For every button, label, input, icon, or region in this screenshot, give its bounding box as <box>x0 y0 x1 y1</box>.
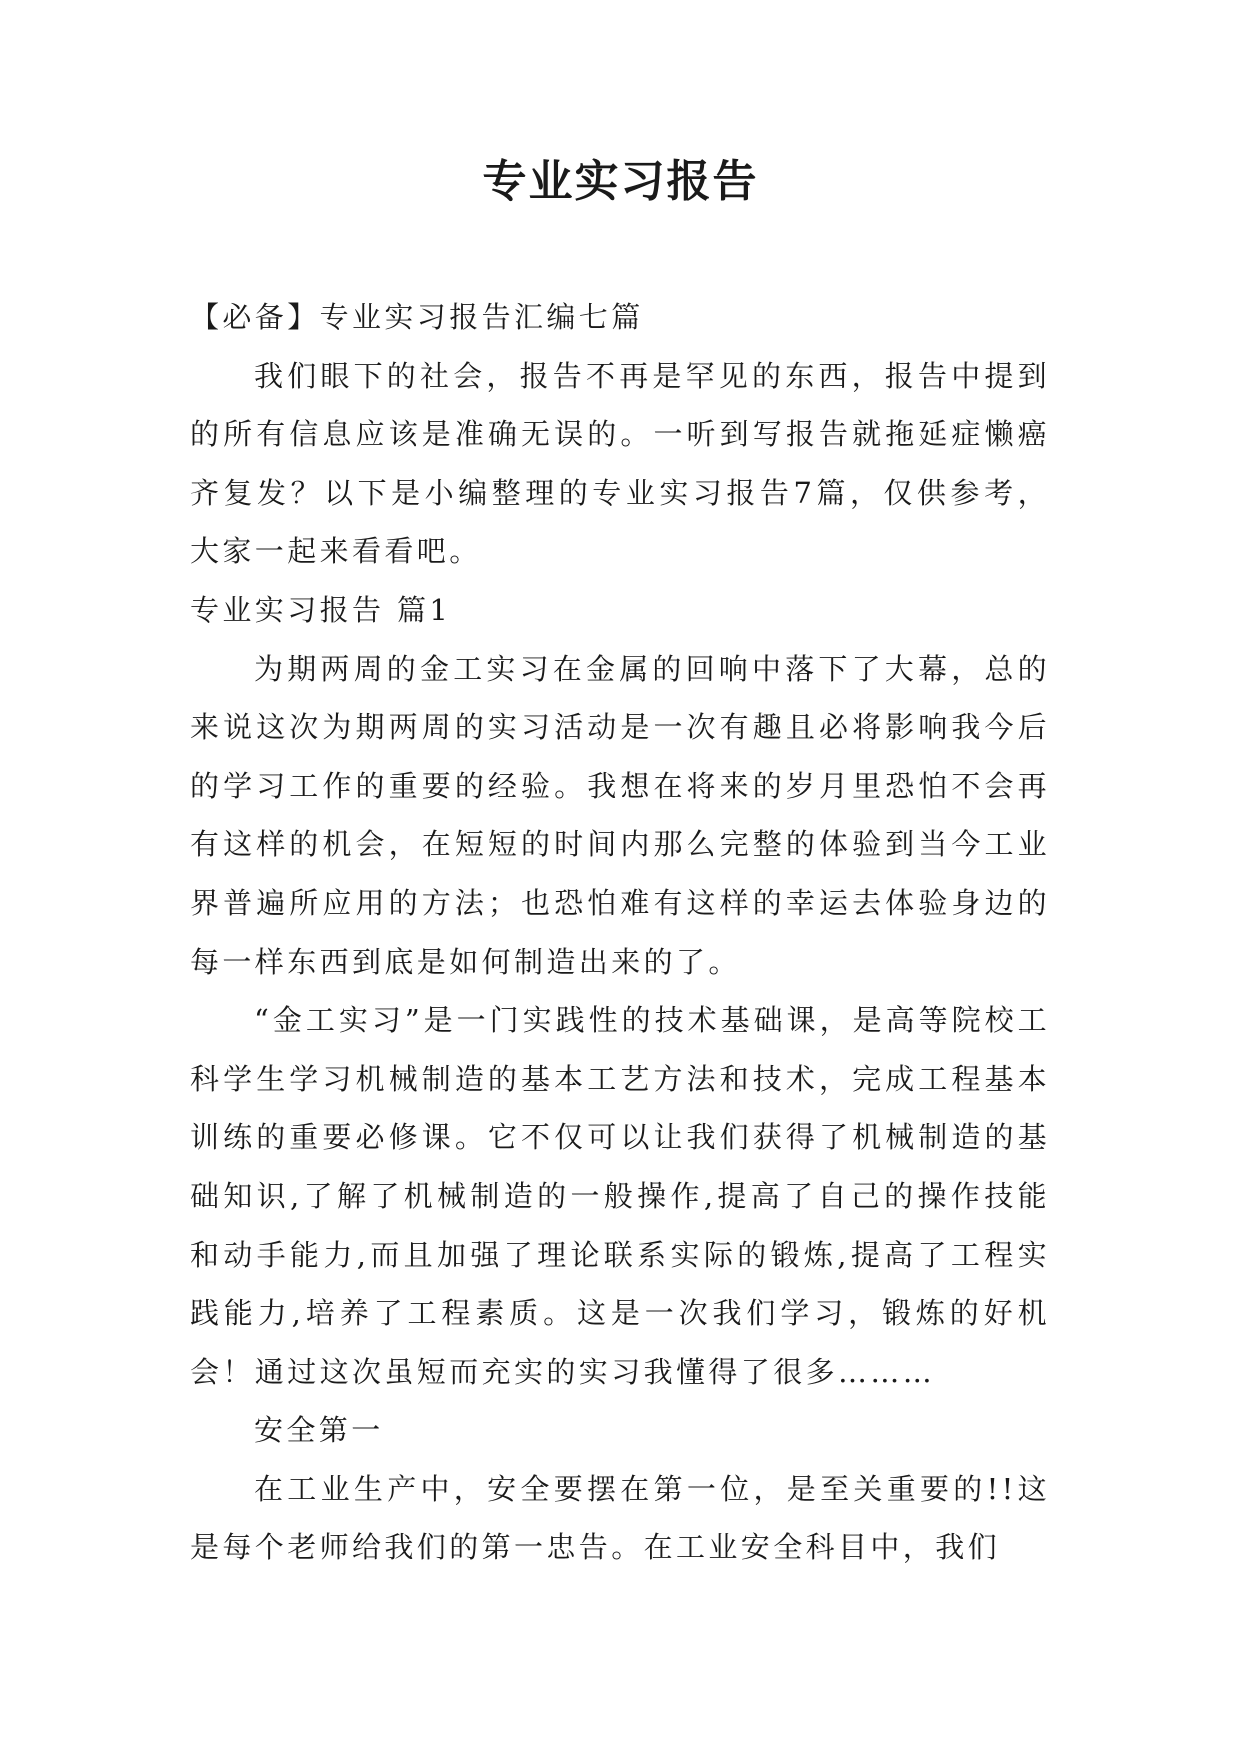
body-paragraph: 在工业生产中，安全要摆在第一位，是至关重要的!!这是每个老师给我们的第一忠告。在工业安全科目中，我们 <box>190 1471 1050 1565</box>
body-paragraph: “金工实习”是一门实践性的技术基础课，是高等院校工科学生学习机械制造的基本工艺方法和技术，完成工程基本训练的重要必修课。它不仅可以让我们获得了机械制造的基础知识,了解了机械制造的一般操作,提高了自己的操作技能和动手能力,而且加强了理论联系实际的锻炼,提高了工程实践能力,培养了工程素质。这是一次我们学习，锻炼的好机会！通过这次虽短而充实的实习我懂得了很多……… <box>190 1003 1050 1389</box>
subsection-heading: 安全第一 <box>254 1413 384 1448</box>
document-body <box>190 288 1050 1577</box>
document-title: 专业实习报告 <box>482 156 759 207</box>
intro-paragraph: 我们眼下的社会，报告不再是罕见的东西，报告中提到的所有信息应该是准确无误的。一听到写报告就拖延症懒癌齐复发？以下是小编整理的专业实习报告7篇，仅供参考，大家一起来看看吧。 <box>190 358 1050 569</box>
body-paragraph: 为期两周的金工实习在金属的回响中落下了大幕，总的来说这次为期两周的实习活动是一次有趣且必将影响我今后的学习工作的重要的经验。我想在将来的岁月里恐怕不会再有这样的机会，在短短的时间内那么完整的体验到当今工业界普遍所应用的方法；也恐怕难有这样的幸运去体验身边的每一样东西到底是如何制造出来的了。 <box>190 651 1050 979</box>
subtitle-line: 【必备】专业实习报告汇编七篇 <box>190 300 644 334</box>
section-heading: 专业实习报告 篇1 <box>190 592 452 627</box>
